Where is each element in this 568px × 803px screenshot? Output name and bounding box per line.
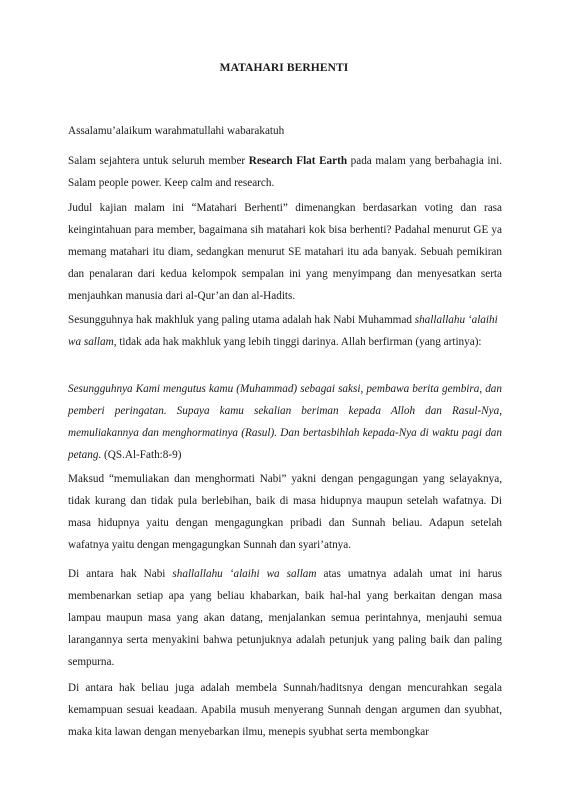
rights-text-start: Sesungguhnya hak makhluk yang paling utama adalah hak Nabi Muhammad [68, 314, 415, 326]
quran-quote-paragraph [68, 378, 502, 466]
quote-text: Sesungguhnya Kami mengutus kamu (Muhammad) sebagai saksi, pembawa berita gembira, dan pemberi peringatan. Supaya kamu sekalian beriman kepada Alloh dan Rasul-Nya, memuliakannya dan menghormatinya (Rasul). Dan bertasbihlah kepada-Nya di waktu pagi dan petang. [68, 383, 502, 461]
welcome-text-start: Salam sejahtera untuk seluruh member [68, 155, 249, 167]
rights-text-end: , tidak ada hak makhluk yang lebih tinggi darinya. Allah berfirman (yang artinya): [113, 336, 482, 348]
topic-paragraph: Judul kajian malam ini “Matahari Berhenti” dimenangkan berdasarkan voting dan rasa keingintahuan para member, bagaimana sih matahari kok bisa berhenti? Padahal menurut GE ya memang matahari itu diam, sedangkan menurut SE matahari itu ada banyak. Sebuah pemikiran dan penalaran dari kedua kelompok sempalan ini yang menyimpang dan menyesatkan serta menjauhkan manusia dari al-Qur’an dan al-Hadits. [68, 202, 502, 302]
document-title: MATAHARI BERHENTI [219, 62, 349, 74]
prophet-rights-start: Di antara hak Nabi [68, 568, 173, 580]
defend-sunnah-paragraph: Di antara hak beliau juga adalah membela Sunnah/haditsnya dengan mencurahkan segala kemampuan sesuai keadaan. Apabila musuh menyerang Sunnah dengan argumen dan syubhat, maka kita lawan dengan menyebarkan ilmu, menepis syubhat serta membongkar [68, 682, 502, 738]
rights-paragraph [68, 309, 502, 353]
group-name-bold: Research Flat Earth [248, 155, 348, 167]
salutation-italic: shallallahu ‘alaihi wa sallam [172, 568, 317, 580]
welcome-paragraph [68, 150, 502, 194]
prophet-rights-end: atas umatnya adalah umat ini harus membenarkan setiap apa yang beliau khabarkan, baik hal-hal yang berkaitan dengan masa lampau maupun masa yang akan datang, menjalankan semua perintahnya, menjauhi semua larangannya serta menyakini bahwa petunjuknya adalah petunjuk yang paling baik dan paling sempurna. [68, 568, 502, 668]
prophet-rights-paragraph [68, 563, 502, 673]
greeting-paragraph: Assalamu’alaikum warahmatullahi wabarakatuh [68, 125, 285, 137]
quote-reference: (QS.Al-Fath:8-9) [101, 449, 182, 461]
meaning-paragraph: Maksud “memuliakan dan menghormati Nabi” yakni dengan pengagungan yang selayaknya, tidak kurang dan tidak pula berlebihan, baik di masa hidupnya maupun setelah wafatnya. Di masa hidupnya yaitu dengan mengagungkan pribadi dan Sunnah beliau. Adapun setelah wafatnya yaitu dengan mengagungkan Sunnah dan syari’atnya. [68, 473, 502, 551]
welcome-text-end: pada malam yang berbahagia ini. Salam people power. Keep calm and research. [68, 155, 502, 189]
salutation-italic: shallallahu ‘alaihi wa sallam [68, 314, 498, 348]
